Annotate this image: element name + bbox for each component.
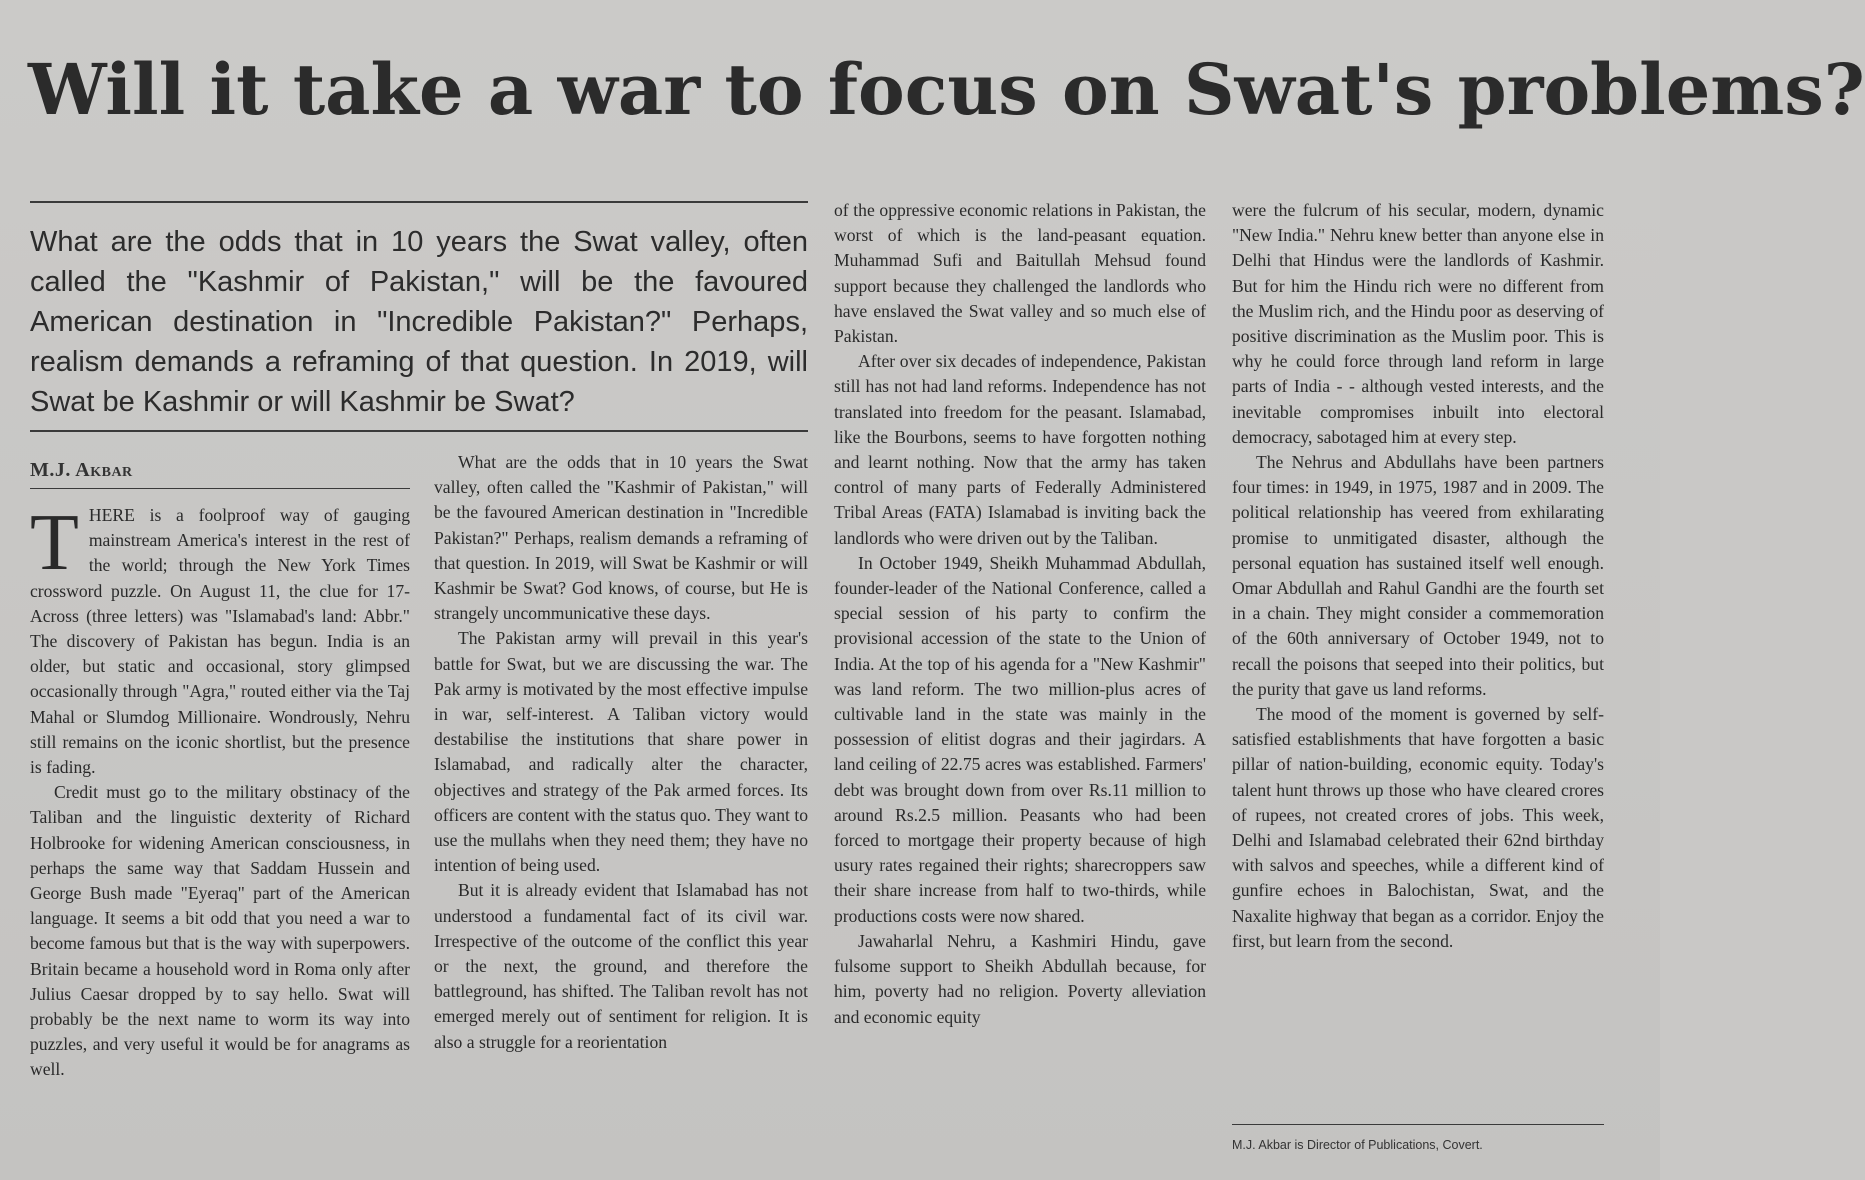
paragraph: The mood of the moment is governed by self-satisfied establishments that have forgotten a basic pillar of nation-building, economic equity. Today's talent hunt throws up those who have cleared crores of rupees, not created crores of jobs. This week, Delhi and Islamabad celebrated their 62nd birthday with salvos and speeches, while a different kind of gunfire echoes in Balochistan, Swat, and the Naxalite highway that began as a corridor. Enjoy the first, but learn from the second. (1232, 704, 1604, 951)
paragraph: of the oppressive economic relations in Pakistan, the worst of which is the land-peasant equation. Muhammad Sufi and Baitullah Mehsud found support because they challenged the landlords who have enslaved the Swat valley and so much else of Pakistan. (834, 200, 1206, 347)
article-column-3 (834, 198, 1206, 1030)
article-column-2 (434, 450, 808, 1055)
paragraph: Credit must go to the military obstinacy of the Taliban and the linguistic dexterity of Richard Holbrooke for widening American consciousness, in perhaps the same way that Saddam Hussein and George Bush made "Eyeraq" part of the American language. It seems a bit odd that you need a war to become famous but that is the way with superpowers. Britain became a household word in Roma only after Julius Caesar dropped by to say hello. Swat will probably be the next name to worm its way into puzzles, and very useful it would be for anagrams as well. (30, 782, 410, 1080)
standfirst-top-rule (30, 201, 808, 203)
standfirst: What are the odds that in 10 years the Swat valley, often called the "Kashmir of Pakistan," will be the favoured American destination in "Incredible Pakistan?" Perhaps, realism demands a reframing of that question. In 2019, will Swat be Kashmir or will Kashmir be Swat? (30, 226, 808, 418)
author-note: M.J. Akbar is Director of Publications, Covert. (1232, 1138, 1483, 1152)
paragraph: What are the odds that in 10 years the Swat valley, often called the "Kashmir of Pakistan," will be the favoured American destination in "Incredible Pakistan?" Perhaps, realism demands a reframing of that question. In 2019, will Swat be Kashmir or will Kashmir be Swat? God knows, of course, but He is strangely uncommunicative these days. (434, 452, 808, 624)
standfirst-bottom-rule (30, 430, 808, 432)
paragraph: Jawaharlal Nehru, a Kashmiri Hindu, gave fulsome support to Sheikh Abdullah because, for him, poverty had no religion. Poverty alleviation and economic equity (834, 930, 1206, 1027)
paragraph: After over six decades of independence, Pakistan still has not had land reforms. Independence has not translated into freedom for the peasant. Islamabad, like the Bourbons, seems to have forgotten nothing and learnt nothing. Now that the army has taken control of many parts of Federally Administered Tribal Areas (FATA) Islamabad is inviting back the landlords who were driven out by the Taliban. (834, 351, 1206, 548)
paragraph: But it is already evident that Islamabad has not understood a fundamental fact of its civil war. Irrespective of the outcome of the conflict this year or the next, the ground, and therefore the battleground, has shifted. The Taliban revolt has not emerged merely out of sentiment for religion. It is also a struggle for a reorientation (434, 880, 808, 1052)
article-column-1 (30, 499, 410, 1083)
article-column-4 (1232, 198, 1604, 954)
paragraph: In October 1949, Sheikh Muhammad Abdullah, founder-leader of the National Conference, called a special session of his party to confirm the provisional accession of the state to the Union of India. At the top of his agenda for a "New Kashmir" was land reform. The two million-plus acres of cultivable land in the state was mainly in the possession of elitist dogras and their jagirdars. A land ceiling of 22.75 acres was established. Farmers' debt was brought down from over Rs.11 million to around Rs.2.5 million. Peasants who had been forced to mortgage their property because of high usury rates regained their rights; sharecroppers saw their share increase from half to two-thirds, while productions costs were now shared. (834, 552, 1206, 926)
paragraph: The Nehrus and Abdullahs have been partners four times: in 1949, in 1975, 1987 and in 2009. The political relationship has veered from exhilarating promise to unmitigated disaster, although the personal equation has sustained itself well enough. Omar Abdullah and Rahul Gandhi are the fourth set in a chain. They might consider a commemoration of the 60th anniversary of October 1949, not to recall the poisons that seeped into their politics, but the purity that gave us land reforms. (1232, 452, 1604, 699)
paragraph: The Pakistan army will prevail in this year's battle for Swat, but we are discussing the war. The Pak army is motivated by the most effective impulse in war, self-interest. A Taliban victory would destabilise the institutions that share power in Islamabad, and radically alter the character, objectives and strategy of the Pak armed forces. Its officers are content with the status quo. They want to use the mullahs when they need them; they have no intention of being used. (434, 628, 808, 876)
paragraph: were the fulcrum of his secular, modern, dynamic "New India." Nehru knew better than anyone else in Delhi that Hindus were the landlords of Kashmir. But for him the Hindu rich were no different from the Muslim rich, and the Hindu poor as deserving of positive discrimination as the Muslim poor. This is why he could force through land reform in large parts of India - - although vested interests, and the inevitable compromises inbuilt into electoral democracy, sabotaged him at every step. (1232, 200, 1604, 447)
headline: Will it take a war to focus on Swat's problems? (28, 48, 1865, 131)
byline: M.J. Akbar (30, 459, 133, 481)
paragraph (30, 499, 410, 780)
author-note-rule (1232, 1124, 1604, 1125)
byline-rule (30, 488, 410, 489)
drop-cap: T (30, 499, 79, 587)
paragraph-text: HERE is a foolproof way of gauging mainstream America's interest in the rest of the world; through the New York Times crossword puzzle. On August 11, the clue for 17-Across (three letters) was "Islamabad's land: Abbr." The discovery of Pakistan has begun. India is an older, but static and occasional, story glimpsed occasionally through "Agra," routed either via the Taj Mahal or Slumdog Millionaire. Wondrously, Nehru still remains on the iconic shortlist, but the presence is fading. (30, 505, 410, 778)
